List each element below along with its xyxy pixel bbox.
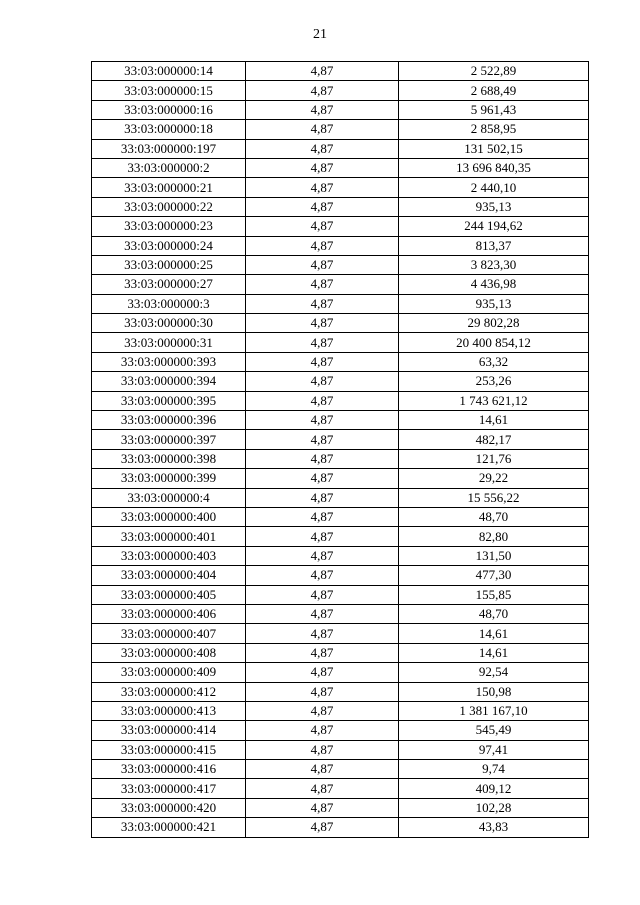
table-row bbox=[92, 624, 589, 643]
table-row bbox=[92, 566, 589, 585]
amount-cell: 92,54 bbox=[399, 663, 589, 682]
table-row bbox=[92, 798, 589, 817]
cadastral-number-cell: 33:03:000000:3 bbox=[92, 294, 246, 313]
rate-cell: 4,87 bbox=[246, 430, 399, 449]
cadastral-number-cell: 33:03:000000:414 bbox=[92, 721, 246, 740]
rate-cell: 4,87 bbox=[246, 294, 399, 313]
cadastral-number-cell: 33:03:000000:31 bbox=[92, 333, 246, 352]
amount-cell: 482,17 bbox=[399, 430, 589, 449]
rate-cell: 4,87 bbox=[246, 449, 399, 468]
table-row bbox=[92, 255, 589, 274]
table-row bbox=[92, 217, 589, 236]
cadastral-number-cell: 33:03:000000:407 bbox=[92, 624, 246, 643]
cadastral-number-cell: 33:03:000000:417 bbox=[92, 779, 246, 798]
rate-cell: 4,87 bbox=[246, 566, 399, 585]
table-row bbox=[92, 372, 589, 391]
amount-cell: 150,98 bbox=[399, 682, 589, 701]
rate-cell: 4,87 bbox=[246, 372, 399, 391]
table-row bbox=[92, 314, 589, 333]
rate-cell: 4,87 bbox=[246, 139, 399, 158]
table-row bbox=[92, 469, 589, 488]
amount-cell: 43,83 bbox=[399, 818, 589, 837]
amount-cell: 63,32 bbox=[399, 352, 589, 371]
amount-cell: 5 961,43 bbox=[399, 100, 589, 119]
cadastral-number-cell: 33:03:000000:23 bbox=[92, 217, 246, 236]
amount-cell: 14,61 bbox=[399, 643, 589, 662]
cadastral-number-cell: 33:03:000000:403 bbox=[92, 546, 246, 565]
table-row bbox=[92, 643, 589, 662]
amount-cell: 131,50 bbox=[399, 546, 589, 565]
cadastral-number-cell: 33:03:000000:395 bbox=[92, 391, 246, 410]
cadastral-number-cell: 33:03:000000:409 bbox=[92, 663, 246, 682]
rate-cell: 4,87 bbox=[246, 100, 399, 119]
amount-cell: 20 400 854,12 bbox=[399, 333, 589, 352]
amount-cell: 97,41 bbox=[399, 740, 589, 759]
cadastral-number-cell: 33:03:000000:413 bbox=[92, 701, 246, 720]
rate-cell: 4,87 bbox=[246, 178, 399, 197]
rate-cell: 4,87 bbox=[246, 120, 399, 139]
table-row bbox=[92, 527, 589, 546]
amount-cell: 935,13 bbox=[399, 197, 589, 216]
amount-cell: 244 194,62 bbox=[399, 217, 589, 236]
amount-cell: 9,74 bbox=[399, 760, 589, 779]
amount-cell: 2 858,95 bbox=[399, 120, 589, 139]
cadastral-number-cell: 33:03:000000:400 bbox=[92, 507, 246, 526]
amount-cell: 477,30 bbox=[399, 566, 589, 585]
table-row bbox=[92, 818, 589, 837]
amount-cell: 13 696 840,35 bbox=[399, 158, 589, 177]
rate-cell: 4,87 bbox=[246, 740, 399, 759]
table-row bbox=[92, 62, 589, 81]
rate-cell: 4,87 bbox=[246, 391, 399, 410]
cadastral-number-cell: 33:03:000000:415 bbox=[92, 740, 246, 759]
amount-cell: 813,37 bbox=[399, 236, 589, 255]
rate-cell: 4,87 bbox=[246, 624, 399, 643]
rate-cell: 4,87 bbox=[246, 507, 399, 526]
cadastral-number-cell: 33:03:000000:405 bbox=[92, 585, 246, 604]
rate-cell: 4,87 bbox=[246, 197, 399, 216]
cadastral-number-cell: 33:03:000000:401 bbox=[92, 527, 246, 546]
rate-cell: 4,87 bbox=[246, 314, 399, 333]
table-row bbox=[92, 507, 589, 526]
rate-cell: 4,87 bbox=[246, 255, 399, 274]
rate-cell: 4,87 bbox=[246, 721, 399, 740]
amount-cell: 1 743 621,12 bbox=[399, 391, 589, 410]
amount-cell: 935,13 bbox=[399, 294, 589, 313]
amount-cell: 14,61 bbox=[399, 411, 589, 430]
rate-cell: 4,87 bbox=[246, 527, 399, 546]
table-row bbox=[92, 663, 589, 682]
amount-cell: 102,28 bbox=[399, 798, 589, 817]
rate-cell: 4,87 bbox=[246, 546, 399, 565]
cadastral-number-cell: 33:03:000000:4 bbox=[92, 488, 246, 507]
cadastral-number-cell: 33:03:000000:421 bbox=[92, 818, 246, 837]
cadastral-number-cell: 33:03:000000:14 bbox=[92, 62, 246, 81]
amount-cell: 29,22 bbox=[399, 469, 589, 488]
table-row bbox=[92, 236, 589, 255]
table-row bbox=[92, 391, 589, 410]
amount-cell: 15 556,22 bbox=[399, 488, 589, 507]
cadastral-number-cell: 33:03:000000:24 bbox=[92, 236, 246, 255]
cadastral-number-cell: 33:03:000000:394 bbox=[92, 372, 246, 391]
table-row bbox=[92, 411, 589, 430]
table-row bbox=[92, 682, 589, 701]
amount-cell: 48,70 bbox=[399, 604, 589, 623]
amount-cell: 2 688,49 bbox=[399, 81, 589, 100]
amount-cell: 82,80 bbox=[399, 527, 589, 546]
table-row bbox=[92, 430, 589, 449]
rate-cell: 4,87 bbox=[246, 488, 399, 507]
cadastral-number-cell: 33:03:000000:21 bbox=[92, 178, 246, 197]
table-row bbox=[92, 604, 589, 623]
rate-cell: 4,87 bbox=[246, 663, 399, 682]
cadastral-number-cell: 33:03:000000:404 bbox=[92, 566, 246, 585]
table-row bbox=[92, 139, 589, 158]
rate-cell: 4,87 bbox=[246, 818, 399, 837]
cadastral-number-cell: 33:03:000000:30 bbox=[92, 314, 246, 333]
table-row bbox=[92, 333, 589, 352]
amount-cell: 2 522,89 bbox=[399, 62, 589, 81]
cadastral-number-cell: 33:03:000000:393 bbox=[92, 352, 246, 371]
rate-cell: 4,87 bbox=[246, 643, 399, 662]
rate-cell: 4,87 bbox=[246, 352, 399, 371]
rate-cell: 4,87 bbox=[246, 779, 399, 798]
cadastral-number-cell: 33:03:000000:406 bbox=[92, 604, 246, 623]
cadastral-number-cell: 33:03:000000:2 bbox=[92, 158, 246, 177]
amount-cell: 29 802,28 bbox=[399, 314, 589, 333]
rate-cell: 4,87 bbox=[246, 411, 399, 430]
table-row bbox=[92, 120, 589, 139]
table-row bbox=[92, 197, 589, 216]
amount-cell: 2 440,10 bbox=[399, 178, 589, 197]
rate-cell: 4,87 bbox=[246, 275, 399, 294]
amount-cell: 48,70 bbox=[399, 507, 589, 526]
cadastral-number-cell: 33:03:000000:408 bbox=[92, 643, 246, 662]
rate-cell: 4,87 bbox=[246, 217, 399, 236]
amount-cell: 409,12 bbox=[399, 779, 589, 798]
rate-cell: 4,87 bbox=[246, 760, 399, 779]
cadastral-number-cell: 33:03:000000:412 bbox=[92, 682, 246, 701]
table-row bbox=[92, 740, 589, 759]
cadastral-number-cell: 33:03:000000:16 bbox=[92, 100, 246, 119]
rate-cell: 4,87 bbox=[246, 585, 399, 604]
amount-cell: 3 823,30 bbox=[399, 255, 589, 274]
table-row bbox=[92, 81, 589, 100]
table-row bbox=[92, 721, 589, 740]
cadastral-number-cell: 33:03:000000:416 bbox=[92, 760, 246, 779]
table-row bbox=[92, 178, 589, 197]
cadastral-number-cell: 33:03:000000:18 bbox=[92, 120, 246, 139]
cadastral-number-cell: 33:03:000000:397 bbox=[92, 430, 246, 449]
table-row bbox=[92, 546, 589, 565]
table-row bbox=[92, 488, 589, 507]
rate-cell: 4,87 bbox=[246, 62, 399, 81]
table-row bbox=[92, 701, 589, 720]
amount-cell: 4 436,98 bbox=[399, 275, 589, 294]
rate-cell: 4,87 bbox=[246, 604, 399, 623]
rate-cell: 4,87 bbox=[246, 81, 399, 100]
rate-cell: 4,87 bbox=[246, 701, 399, 720]
cadastral-number-cell: 33:03:000000:15 bbox=[92, 81, 246, 100]
amount-cell: 253,26 bbox=[399, 372, 589, 391]
rate-cell: 4,87 bbox=[246, 333, 399, 352]
cadastral-number-cell: 33:03:000000:399 bbox=[92, 469, 246, 488]
rate-cell: 4,87 bbox=[246, 158, 399, 177]
table-row bbox=[92, 779, 589, 798]
page-number: 21 bbox=[313, 27, 327, 42]
table-body bbox=[92, 62, 589, 838]
data-table bbox=[91, 61, 589, 838]
rate-cell: 4,87 bbox=[246, 469, 399, 488]
amount-cell: 131 502,15 bbox=[399, 139, 589, 158]
table-row bbox=[92, 585, 589, 604]
table-row bbox=[92, 158, 589, 177]
rate-cell: 4,87 bbox=[246, 798, 399, 817]
amount-cell: 121,76 bbox=[399, 449, 589, 468]
table-row bbox=[92, 275, 589, 294]
amount-cell: 545,49 bbox=[399, 721, 589, 740]
cadastral-number-cell: 33:03:000000:22 bbox=[92, 197, 246, 216]
rate-cell: 4,87 bbox=[246, 236, 399, 255]
table-row bbox=[92, 294, 589, 313]
cadastral-number-cell: 33:03:000000:197 bbox=[92, 139, 246, 158]
cadastral-number-cell: 33:03:000000:398 bbox=[92, 449, 246, 468]
rate-cell: 4,87 bbox=[246, 682, 399, 701]
cadastral-number-cell: 33:03:000000:27 bbox=[92, 275, 246, 294]
amount-cell: 155,85 bbox=[399, 585, 589, 604]
table-row bbox=[92, 760, 589, 779]
table-row bbox=[92, 449, 589, 468]
cadastral-number-cell: 33:03:000000:396 bbox=[92, 411, 246, 430]
cadastral-number-cell: 33:03:000000:420 bbox=[92, 798, 246, 817]
amount-cell: 14,61 bbox=[399, 624, 589, 643]
table-row bbox=[92, 352, 589, 371]
amount-cell: 1 381 167,10 bbox=[399, 701, 589, 720]
cadastral-number-cell: 33:03:000000:25 bbox=[92, 255, 246, 274]
table-row bbox=[92, 100, 589, 119]
